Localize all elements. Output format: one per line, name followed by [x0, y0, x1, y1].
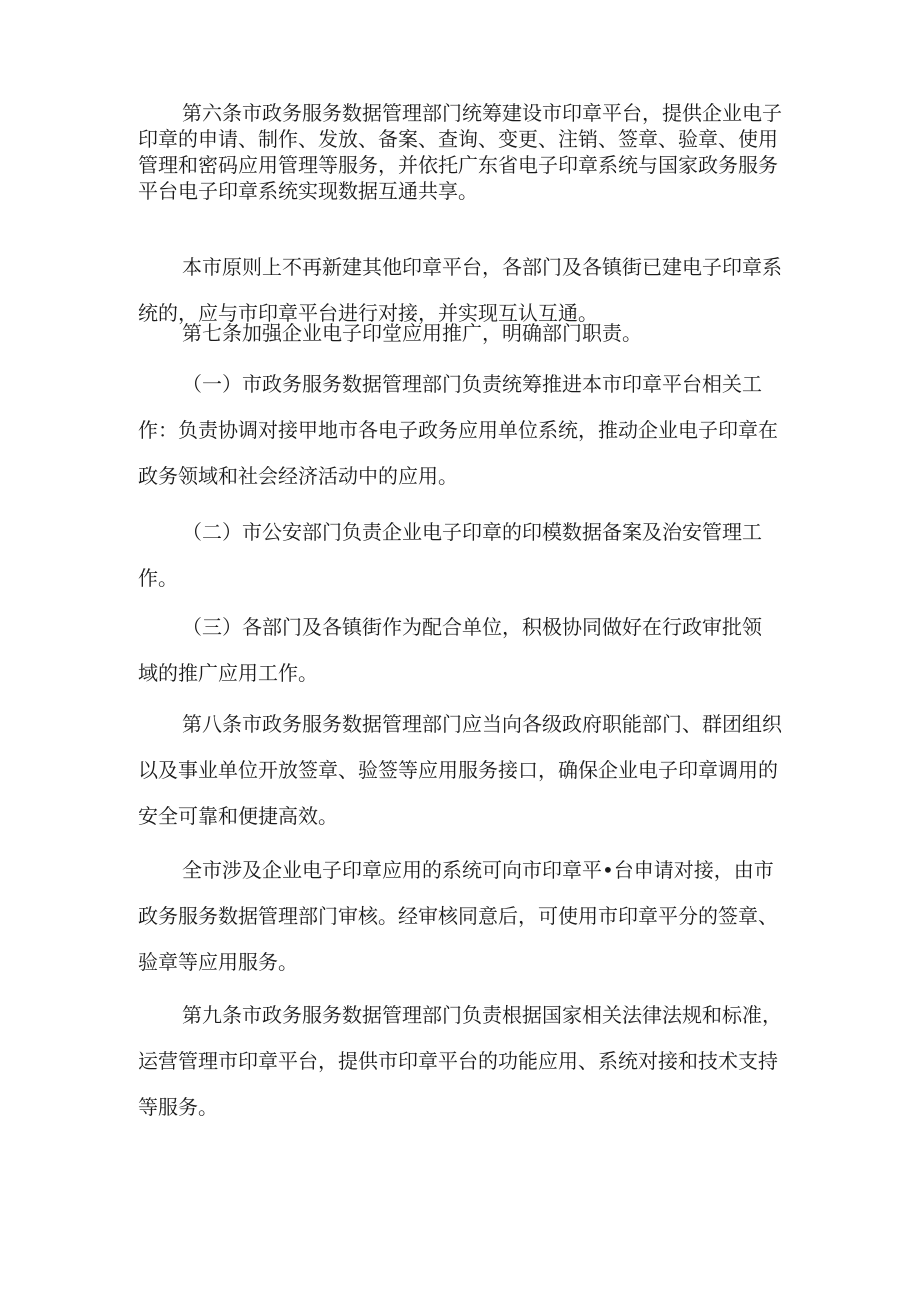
article-8-line-2: 以及事业单位开放签章、验签等应用服务接口，确保企业电子印章调用的 [138, 758, 778, 782]
article-8-line-3: 安全可靠和便捷高效。 [138, 804, 338, 828]
article-9-line-1: 第九条市政务服务数据管理部门负责根据国家相关法律法规和标准， [182, 1003, 782, 1027]
article-6-p2-line-2: 统的，应与市印章平台进行对接，并实现互认互通。 [138, 301, 598, 325]
article-8-p2-line-1: 全市涉及企业电子印章应用的系统可向市印章平•台申请对接，由市 [182, 858, 774, 882]
article-9-line-3: 等服务。 [138, 1095, 218, 1119]
article-7-line-1: 第七条加强企业电子印堂应用推广，明确部门职责。 [182, 321, 642, 345]
article-8-paragraph [138, 708, 782, 846]
article-8-paragraph-2 [138, 854, 778, 992]
item-1-paragraph [138, 368, 778, 506]
article-8-p2-line-3: 验章等应用服务。 [138, 950, 298, 974]
item-1-line-2: 作：负责协调对接甲地市各电子政务应用单位系统，推动企业电子印章在 [138, 418, 778, 442]
article-6-line-1: 第六条市政务服务数据管理部门统筹建设市印章平台，提供企业电子 [182, 101, 782, 125]
article-8-line-1: 第八条市政务服务数据管理部门应当向各级政府职能部门、群团组织 [182, 712, 782, 736]
item-1-line-3: 政务领域和社会经济活动中的应用。 [138, 464, 458, 488]
article-6-line-2: 印章的申请、制作、发放、备案、查询、变更、注销、签章、验章、使用 [138, 127, 778, 151]
article-6-line-4: 平台电子印章系统实现数据互通共享。 [138, 179, 478, 203]
article-6-paragraph [138, 97, 782, 201]
article-9-line-2: 运营管理市印章平台，提供市印章平台的功能应用、系统对接和技术支持 [138, 1049, 778, 1073]
article-6-line-3: 管理和密码应用管理等服务，并依托广东省电子印章系统与国家政务服务 [138, 153, 778, 177]
article-9-paragraph [138, 999, 782, 1137]
article-7-paragraph [182, 317, 642, 363]
article-6-p2-line-1: 本市原则上不再新建其他印章平台，各部门及各镇街已建电子印章系 [182, 255, 782, 279]
item-2-line-2: 作。 [138, 566, 178, 590]
item-3-paragraph [138, 611, 762, 703]
item-2-paragraph [138, 516, 762, 608]
article-8-p2-line-2: 政务服务数据管理部门审核。经审核同意后，可使用市印章平分的签章、 [138, 904, 778, 928]
item-3-line-2: 域的推广应用工作。 [138, 661, 318, 685]
item-2-line-1: （二）市公安部门负责企业电子印章的印模数据备案及治安管理工 [182, 520, 762, 544]
item-1-line-1: （一）市政务服务数据管理部门负责统筹推进本市印章平台相关工 [182, 372, 762, 396]
item-3-line-1: （三）各部门及各镇街作为配合单位，积极协同做好在行政审批领 [182, 615, 762, 639]
